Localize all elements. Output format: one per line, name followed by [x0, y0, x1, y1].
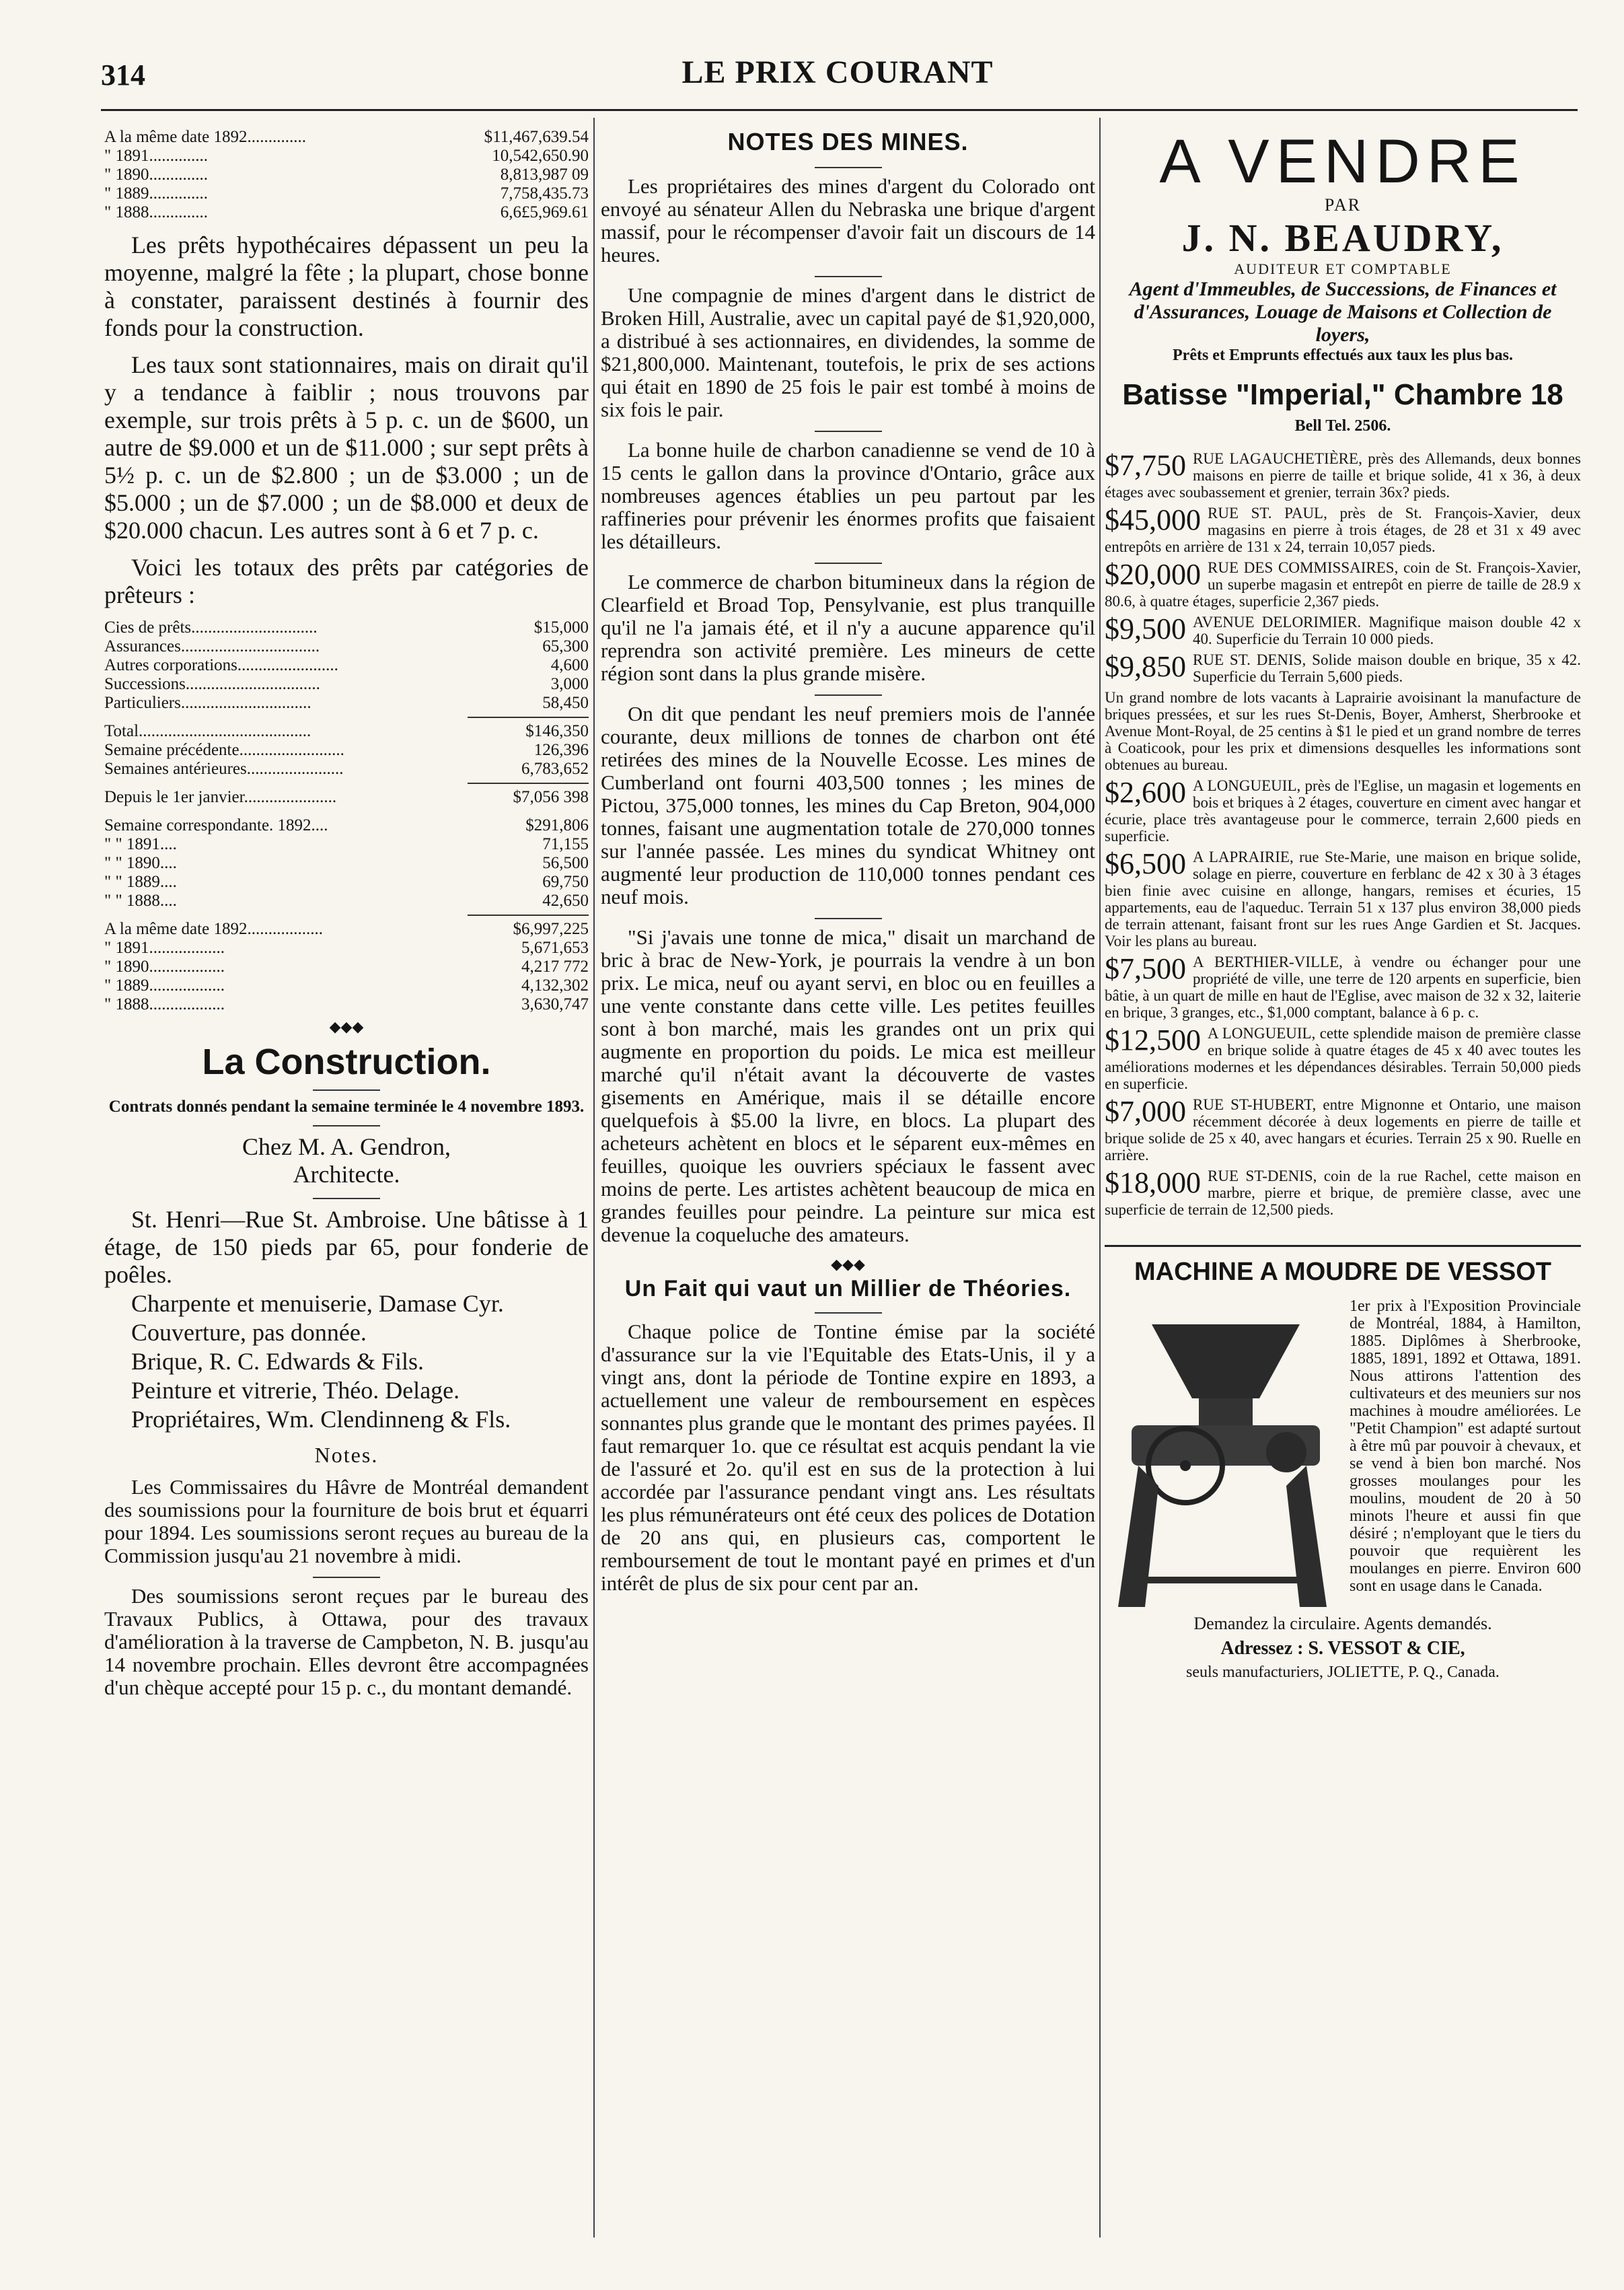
- table-row: A la même date 1892.............. $11,467,639.54: [104, 128, 589, 146]
- listing-price: $7,750: [1105, 449, 1186, 482]
- totals-table: [104, 722, 589, 779]
- listing-text: RUE ST-DENIS, coin de la rue Rachel, cette maison en marbre, pierre et brique, de première classe, avec une superficie de terrain de 12,500 pieds.: [1105, 1168, 1581, 1218]
- architect-name: Chez M. A. Gendron,: [242, 1133, 451, 1160]
- paragraph: Propriétaires, Wm. Clendinneng & Fls.: [131, 1406, 511, 1433]
- listing-text: A LONGUEUIL, près de l'Eglise, un magasin et logements en bois et briques à 2 étages, couverture en ciment avec hangar et écurie, place très avantageuse pour le commerce, terrain 2,600 pieds en superficie.: [1105, 777, 1581, 845]
- listing-text: A BERTHIER-VILLE, à vendre ou échanger pour une propriété de ville, une terre de 120 arpents en superficie, bien bâtie, à un quart de mille en haut de l'Eglise, avec maison de 32 x 32, laiterie en brique, 3 granges, etc., $1,000 comptant, balance à 6 p. c.: [1105, 954, 1581, 1021]
- listing: [1105, 954, 1581, 1021]
- short-rule: [815, 918, 882, 919]
- machine-adressez: Adressez : S. VESSOT & CIE,: [1220, 1638, 1465, 1659]
- table-row: " " 1890.... 56,500: [104, 854, 589, 872]
- short-rule: [313, 1577, 380, 1578]
- column-divider-1: [593, 118, 595, 2238]
- table-row: Semaine précédente......................... 126,396: [104, 741, 589, 759]
- listing: [1105, 1025, 1581, 1092]
- short-rule: [815, 167, 882, 168]
- same-date-table: [104, 920, 589, 1014]
- listing: [1105, 1096, 1581, 1164]
- paragraph: Les prêts hypothécaires dépassent un peu la moyenne, malgré la fête ; la plupart, chose bonne à constater, paraissent destinés à fournir des fonds pour la construction.: [104, 231, 589, 341]
- short-rule: [313, 1125, 380, 1126]
- table-row: " 1891.................. 5,671,653: [104, 939, 589, 957]
- paragraph: Charpente et menuiserie, Damase Cyr.: [131, 1290, 504, 1317]
- short-rule: [815, 694, 882, 696]
- listing: [1105, 450, 1581, 501]
- listing-price: $20,000: [1105, 558, 1201, 591]
- table-row: " " 1889.... 69,750: [104, 873, 589, 891]
- table-row: " 1889.............. 7,758,435.73: [104, 184, 589, 203]
- ad-auditeur: AUDITEUR ET COMPTABLE: [1234, 260, 1452, 277]
- machine-description: 1er prix à l'Exposition Provinciale de Montréal, 1884, à Hamilton, 1885. Diplômes à Sherbrooke, 1885, 1891, 1892 et Ottawa, 1891. Nous attirons l'attention des cultivateurs et des meuniers sur nos machines à moudre améliorées. Le "Petit Champion" est adapté surtout à être mû par pouvoir à chevaux, et se vend à bien bon marché. Nos grosses moulanges pour les moulins, moudent de 20 à 50 minots l'heure et aussi fin que désiré ; n'employant que le tiers du pouvoir que requièrent les moulanges en pierre. Environ 600 sont en usage dans le Canada.: [1350, 1297, 1581, 1595]
- table-row: " " 1891.... 71,155: [104, 835, 589, 853]
- table-row: " 1890.................. 4,217 772: [104, 958, 589, 976]
- listing: [1105, 849, 1581, 950]
- ad-divider: [1105, 1245, 1581, 1247]
- table-row: Total......................................... $146,350: [104, 722, 589, 740]
- listing: [1105, 777, 1581, 845]
- listing-price: $2,600: [1105, 776, 1186, 809]
- listing-text: RUE ST. DENIS, Solide maison double en brique, 35 x 42. Superficie du Terrain 5,600 pieds.: [1193, 651, 1581, 685]
- ad-batisse: Batisse "Imperial," Chambre 18: [1122, 378, 1563, 411]
- paragraph: Les taux sont stationnaires, mais on dirait qu'il y a tendance à faiblir ; nous trouvons par exemple, sur trois prêts à 5 p. c. un de $600, un autre de $9.000 et un de $11.000 ; sur sept prêts à 5½ p. c. un de $2.800 ; un de $3.000 ; un de $5.000 ; un de $7.000 ; un de $8.000 et deux de $20.000 chacun. Les autres sont à 6 et 7 p. c.: [104, 351, 589, 544]
- table-row: Successions................................ 3,000: [104, 675, 589, 693]
- table-row: " " 1888.... 42,650: [104, 892, 589, 910]
- short-rule: [313, 1198, 380, 1199]
- ornament-divider: ◆◆◆: [831, 1256, 865, 1273]
- grinding-machine-illustration: [1105, 1297, 1340, 1614]
- sum-rule: [468, 783, 589, 784]
- paragraph: Les Commissaires du Hâvre de Montréal demandent des soumissions pour la fourniture de bois brut et équarri pour 1894. Les soumissions seront reçues au bureau de la Commission jusqu'au 21 novembre à midi.: [104, 1475, 589, 1567]
- listing-text: RUE DES COMMISSAIRES, coin de St. François-Xavier, un superbe magasin et entrepôt en pierre de taille de 28.9 x 80.6, à quatre étages, superficie 2,367 pieds.: [1105, 559, 1581, 610]
- paragraph: La bonne huile de charbon canadienne se vend de 10 à 15 cents le gallon dans la province d'Ontario, grâce aux nombreuses agences établies un peu partout par les raffineries pour prévenir les énormes profits que faisaient les détailleurs.: [601, 438, 1095, 553]
- notes-title: Notes.: [314, 1443, 379, 1467]
- table-row: Autres corporations........................ 4,600: [104, 656, 589, 674]
- paragraph: St. Henri—Rue St. Ambroise. Une bâtisse à 1 étage, de 150 pieds par 65, pour fonderie de poêles.: [104, 1206, 589, 1288]
- machine-manufacturer: seuls manufacturiers, JOLIETTE, P. Q., Canada.: [1186, 1663, 1500, 1681]
- listing-text: A LONGUEUIL, cette splendide maison de première classe en brique solide à quatre étages de 45 x 40 avec toutes les améliorations modernes et les dépendances désirables. Terrain 50,000 pieds en superficie.: [1105, 1025, 1581, 1092]
- table-row: " 1891.............. 10,542,650.90: [104, 147, 589, 165]
- listing-price: $6,500: [1105, 847, 1186, 880]
- column-left: [104, 128, 589, 2248]
- paragraph: Brique, R. C. Edwards & Fils.: [131, 1348, 425, 1375]
- listing-text: A LAPRAIRIE, rue Ste-Marie, une maison en brique solide, solage en pierre, couverture en ferblanc de 42 x 30 à 3 étages bien finie avec cuisine en allonge, hangars, remises et écuries, 15 appartements, eau de l'aqueduc. Terrain 51 x 137 plus environ 38,000 pieds de terrain attenant, faisant front sur les rues Ange Gardien et St. Jacques. Voir les plans au bureau.: [1105, 849, 1581, 950]
- column-divider-2: [1099, 118, 1101, 2238]
- ad-agent: Agent d'Immeubles, de Successions, de Finances et d'Assurances, Louage de Maisons et Collection de loyers,: [1129, 278, 1557, 346]
- short-rule: [815, 563, 882, 564]
- listing: [1105, 505, 1581, 555]
- ad-name: J. N. BEAUDRY,: [1181, 216, 1504, 260]
- short-rule: [815, 276, 882, 277]
- page-header: [101, 52, 1574, 100]
- column-middle: [601, 128, 1095, 2248]
- table-row: Particuliers............................... 58,450: [104, 694, 589, 712]
- listing-text: RUE LAGAUCHETIÈRE, près des Allemands, deux bonnes maisons en pierre de taille et brique solide, 41 x 36, à deux étages avec soubassement et grenier, terrain 36x? pieds.: [1105, 450, 1581, 501]
- listing: [1105, 1168, 1581, 1218]
- listing: [1105, 689, 1581, 773]
- since-table: [104, 788, 589, 807]
- listing-price: $12,500: [1105, 1024, 1201, 1057]
- ad-title: A VENDRE: [1159, 128, 1526, 196]
- machine-ad-title: MACHINE A MOUDRE DE VESSOT: [1134, 1258, 1551, 1286]
- table-row: Cies de prêts.............................. $15,000: [104, 618, 589, 637]
- machine-demandez: Demandez la circulaire. Agents demandés.: [1193, 1614, 1492, 1633]
- table-row: " 1888.............. 6,6£5,969.61: [104, 203, 589, 221]
- paragraph: Peinture et vitrerie, Théo. Delage.: [131, 1377, 460, 1404]
- listing: [1105, 559, 1581, 610]
- paragraph: Les propriétaires des mines d'argent du Colorado ont envoyé au sénateur Allen du Nebraska une brique d'argent massif, pour le récompenser d'avoir fait un discours de 14 heures.: [601, 174, 1095, 266]
- header-rule: [101, 109, 1578, 111]
- listing-text: RUE ST-HUBERT, entre Mignonne et Ontario, une maison récemment décorée à deux logements en pierre de taille et brique solide de 25 x 40, avec hangars et écuries. Terrain 25 x 90. Ruelle en arrière.: [1105, 1096, 1581, 1164]
- page-title: LE PRIX COURANT: [681, 55, 994, 90]
- column-right: [1105, 128, 1581, 2248]
- ad-prets: Prêts et Emprunts effectués aux taux les plus bas.: [1173, 347, 1513, 364]
- table-row: Assurances................................. 65,300: [104, 637, 589, 655]
- listing-price: $9,850: [1105, 650, 1186, 683]
- short-rule: [815, 431, 882, 432]
- listing-text: RUE ST. PAUL, près de St. François-Xavier, deux magasins en pierre à trois étages, de 28 et 31 x 49 avec entrepôts en arrière de 131 x 24, terrain 10,057 pieds.: [1105, 505, 1581, 555]
- table-row: Semaines antérieures....................... 6,783,652: [104, 760, 589, 778]
- lenders-table: [104, 618, 589, 713]
- section-subtitle: Contrats donnés pendant la semaine terminée le 4 novembre 1893.: [108, 1098, 585, 1116]
- table-row: A la même date 1892.................. $6,997,225: [104, 920, 589, 938]
- section-title-mines: NOTES DES MINES.: [727, 128, 969, 155]
- listing-price: $45,000: [1105, 503, 1201, 536]
- stats-top-table: [104, 128, 589, 222]
- paragraph: Une compagnie de mines d'argent dans le district de Broken Hill, Australie, avec un capital payé de $1,920,000, a distribué à ses actionnaires, en dividendes, la somme de $21,800,000. Maintenant, toutefois, le prix de ses actions qui était en 1890 de 25 fois le pair est tombé à moins de six fois le pair.: [601, 283, 1095, 421]
- listing-price: $7,500: [1105, 952, 1186, 985]
- listing: [1105, 614, 1581, 647]
- short-rule: [815, 1312, 882, 1314]
- short-rule: [313, 1089, 380, 1091]
- sum-rule: [468, 717, 589, 718]
- ad-par: PAR: [1324, 195, 1362, 215]
- listing-text: Un grand nombre de lots vacants à Laprairie avoisinant la manufacture de briques pressées, et sur les rues St-Denis, Boyer, Amherst, Sherbrooke et Avenue Mont-Royal, de 25 centins à $1 le pied et un grand nombre de terres à Coaticook, pour les prix et dimensions desquelles les informations sont obtenues au bureau.: [1105, 689, 1581, 773]
- table-row: " 1890.............. 8,813,987 09: [104, 166, 589, 184]
- section-title-construction: La Construction.: [202, 1042, 491, 1082]
- table-row: " 1889.................. 4,132,302: [104, 976, 589, 995]
- table-row: Depuis le 1er janvier...................... $7,056 398: [104, 788, 589, 806]
- listing: [1105, 651, 1581, 685]
- listing-price: $9,500: [1105, 612, 1186, 645]
- paragraph: Des soumissions seront reçues par le bureau des Travaux Publics, à Ottawa, pour des travaux d'amélioration à la traverse de Campbeton, N. B. jusqu'au 14 novembre prochain. Elles devront être accompagnées d'un chèque accepté pour 15 p. c., du montant demandé.: [104, 1584, 589, 1699]
- page-number: 314: [101, 59, 145, 92]
- ornament-divider: ◆◆◆: [329, 1018, 364, 1035]
- section-title-tontine: Un Fait qui vaut un Millier de Théories.: [624, 1276, 1072, 1301]
- listing-text: AVENUE DELORIMIER. Magnifique maison double 42 x 40. Superficie du Terrain 10 000 pieds.: [1193, 614, 1581, 647]
- paragraph: Couverture, pas donnée.: [131, 1319, 367, 1346]
- paragraph: On dit que pendant les neuf premiers mois de l'année courante, deux millions de tonnes de charbon ont été retirées des mines de la Nouvelle Ecosse. Les mines de Cumberland ont fourni 403,500 tonnes ; les mines de Pictou, 375,000 tonnes, les mines du Cap Breton, 904,000 tonnes, faisant une augmentation totale de 270,000 tonnes sur l'année passée. Les mines du syndicat Whitney ont augmenté leur production de 110,000 tonnes pendant ces neuf mois.: [601, 702, 1095, 908]
- table-row: " 1888.................. 3,630,747: [104, 995, 589, 1013]
- paragraph: Voici les totaux des prêts par catégories de prêteurs :: [104, 554, 589, 608]
- table-row: Semaine correspondante. 1892.... $291,806: [104, 816, 589, 834]
- architect-title: Architecte.: [293, 1161, 400, 1188]
- paragraph: Le commerce de charbon bitumineux dans la région de Clearfield et Broad Top, Pensylvanie, est plus tranquille qu'il ne l'a jamais été, et il n'y a aucune apparence qu'il reprendra son activité première. Les mineurs de cette région sont dans la plus grande misère.: [601, 570, 1095, 685]
- paragraph: "Si j'avais une tonne de mica," disait un marchand de bric à brac de New-York, je pourrais la vendre à un bon prix. Le mica, neuf ou ayant servi, en bloc ou en feuilles a une vente constante dans cette ville. Les petites feuilles sont à bon marché, mais les grandes ont un prix qui augmente en proportion du poids. Le mica est meilleur marché qu'il n'était avant la découverte de vastes gisements en Amérique, mais il se détaille encore quelquefois à $5.00 la livre, en blocs. La plupart des acheteurs achètent en blocs et le séparent eux-mêmes en feuilles, quoique les ouvriers spéciaux le fassent avec moins de perte. Les artistes achètent beaucoup de mica en grandes feuilles pour peindre. La peinture sur mica est devenue la coqueluche des amateurs.: [601, 925, 1095, 1246]
- listing-price: $7,000: [1105, 1095, 1186, 1128]
- sum-rule: [468, 915, 589, 916]
- paragraph: Chaque police de Tontine émise par la société d'assurance sur la vie l'Equitable des Etats-Unis, il y a vingt ans, dont la période de Tontine expire en 1893, a actuellement une valeur de remboursement en espèces sonnantes plus grande que le montant des primes payées. Il faut remarquer 1o. que ce résultat est acquis pendant la vie de l'assuré et 2o. qu'il est en sus de la protection à lui accordée par l'assurance pendant vingt ans. Les résultats les plus rémunérateurs ont été ceux des polices de Dotation de 20 ans qui, en plusieurs cas, comportent le remboursement de tout le montant payé en primes et d'un intérêt de plus de six pour cent par an.: [601, 1320, 1095, 1595]
- listing-price: $18,000: [1105, 1166, 1201, 1199]
- corresponding-table: [104, 816, 589, 910]
- ad-telephone: Bell Tel. 2506.: [1294, 417, 1391, 435]
